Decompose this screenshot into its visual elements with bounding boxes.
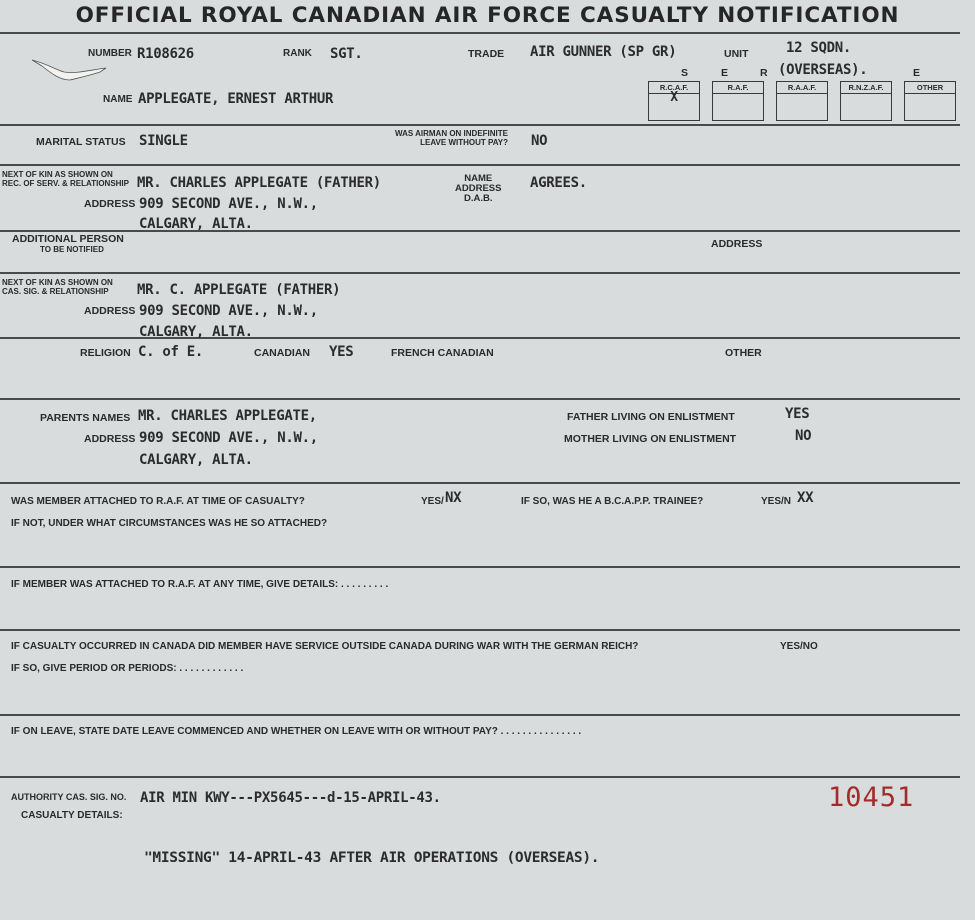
service-box-label: R.N.Z.A.F. (841, 82, 891, 94)
service-box-rcaf[interactable] (648, 81, 700, 121)
mother-living-label: MOTHER LIVING ON ENLISTMENT (564, 433, 737, 445)
mother-living-value: NO (795, 428, 812, 444)
father-living-label: FATHER LIVING ON ENLISTMENT (567, 411, 735, 423)
service-box-label: R.C.A.F. (649, 82, 699, 94)
rule (0, 776, 960, 778)
dab-label: NAME ADDRESS D.A.B. (455, 173, 502, 204)
service-box-label: OTHER (905, 82, 955, 94)
other-religion-label: OTHER (725, 347, 762, 359)
additional-person-label: ADDITIONAL PERSON TO BE NOTIFIED (12, 233, 124, 254)
nok-cas-address-line2: CALGARY, ALTA. (139, 324, 253, 340)
service-box-raaf[interactable] (776, 81, 828, 121)
leave-question: WAS AIRMAN ON INDEFINITE LEAVE WITHOUT PAY? (394, 129, 508, 147)
religion-value: C. of E. (138, 344, 204, 360)
rule (0, 566, 960, 568)
nok-record-label: NEXT OF KIN AS SHOWN ON REC. OF SERV. & RELATIONSHIP (2, 170, 129, 188)
rule (0, 124, 960, 126)
name-label: NAME (103, 94, 133, 105)
name-value: APPLEGATE, ERNEST ARTHUR (138, 91, 334, 107)
rank-label: RANK (283, 48, 312, 59)
serve-letter: S (681, 67, 689, 79)
rule (0, 164, 960, 166)
service-box-rnzaf[interactable] (840, 81, 892, 121)
parents-names-label: PARENTS NAMES (40, 412, 131, 424)
serve-letter: R (760, 67, 768, 79)
additional-address-label: ADDRESS (711, 238, 763, 250)
service-box-other[interactable] (904, 81, 956, 121)
marital-status-label: MARITAL STATUS (36, 136, 126, 148)
casualty-details-value: "MISSING" 14-APRIL-43 AFTER AIR OPERATIONS (OVERSEAS). (144, 850, 600, 866)
religion-label: RELIGION (80, 347, 131, 359)
raf-attached-question: WAS MEMBER ATTACHED TO R.A.F. AT TIME OF CASUALTY? (11, 496, 305, 507)
nok-record-address-line1: 909 SECOND AVE., N.W., (139, 196, 318, 212)
unit-value-line1: 12 SQDN. (786, 40, 852, 56)
canada-service-answer: YES/NO (780, 641, 818, 652)
rule (0, 398, 960, 400)
raf-any-time-question: IF MEMBER WAS ATTACHED TO R.A.F. AT ANY TIME, GIVE DETAILS: . . . . . . . . . (11, 579, 389, 590)
rank-value: SGT. (330, 46, 363, 62)
nok-record-address-label: ADDRESS (84, 198, 136, 210)
nok-cas-label: NEXT OF KIN AS SHOWN ON CAS. SIG. & RELATIONSHIP (2, 278, 113, 296)
rule (0, 272, 960, 274)
parents-names-value: MR. CHARLES APPLEGATE, (138, 408, 317, 424)
service-box-label: R.A.A.F. (777, 82, 827, 94)
raf-circumstances-question: IF NOT, UNDER WHAT CIRCUMSTANCES WAS HE SO ATTACHED? (11, 518, 328, 529)
unit-value-line2: (OVERSEAS). (778, 62, 868, 78)
rule (0, 482, 960, 484)
service-box-mark: X (670, 90, 678, 105)
serve-letter: E (913, 67, 921, 79)
marital-status-value: SINGLE (139, 133, 188, 149)
authority-label: AUTHORITY CAS. SIG. NO. (11, 792, 127, 802)
unit-label: UNIT (724, 48, 749, 60)
service-box-raf[interactable] (712, 81, 764, 121)
number-value: R108626 (137, 46, 194, 62)
raf-attached-answer-mark: NX (445, 490, 462, 506)
casualty-details-label: CASUALTY DETAILS: (21, 810, 123, 821)
nok-record-address-line2: CALGARY, ALTA. (139, 216, 253, 232)
canada-service-question: IF CASUALTY OCCURRED IN CANADA DID MEMBER HAVE SERVICE OUTSIDE CANADA DURING WAR WITH THE GERMAN REICH? (11, 641, 639, 652)
canadian-label: CANADIAN (254, 347, 310, 359)
dab-value: AGREES. (530, 175, 587, 191)
nok-cas-address-line1: 909 SECOND AVE., N.W., (139, 303, 318, 319)
leave-date-question: IF ON LEAVE, STATE DATE LEAVE COMMENCED AND WHETHER ON LEAVE WITH OR WITHOUT PAY? . . . . . . . . . . . . . . . (11, 726, 582, 737)
trade-label: TRADE (468, 48, 505, 60)
nok-record-value: MR. CHARLES APPLEGATE (FATHER) (137, 175, 381, 191)
trade-value: AIR GUNNER (SP GR) (530, 44, 677, 60)
rule (0, 714, 960, 716)
bcapp-trainee-question: IF SO, WAS HE A B.C.A.P.P. TRAINEE? (521, 496, 704, 507)
parents-address-label: ADDRESS (84, 433, 136, 445)
service-box-label: R.A.F. (713, 82, 763, 94)
rule (0, 629, 960, 631)
file-number-stamp: 10451 (828, 782, 915, 813)
number-label: NUMBER (88, 48, 132, 59)
bcapp-trainee-answer-mark: XX (797, 490, 814, 506)
father-living-value: YES (785, 406, 810, 422)
parents-address-line1: 909 SECOND AVE., N.W., (139, 430, 318, 446)
authority-value: AIR MIN KWY---PX5645---d-15-APRIL-43. (140, 790, 441, 806)
french-canadian-label: FRENCH CANADIAN (391, 347, 494, 359)
rule-top (0, 32, 960, 34)
paper-tear-mark (30, 56, 110, 86)
serve-letter: E (721, 67, 729, 79)
canadian-value: YES (329, 344, 354, 360)
nok-cas-value: MR. C. APPLEGATE (FATHER) (137, 282, 341, 298)
form-title: OFFICIAL ROYAL CANADIAN AIR FORCE CASUALTY NOTIFICATION (75, 3, 900, 28)
parents-address-line2: CALGARY, ALTA. (139, 452, 253, 468)
leave-answer: NO (531, 133, 548, 149)
bcapp-trainee-answer-label: YES/N (761, 496, 792, 507)
raf-attached-answer-label: YES/ (421, 496, 444, 507)
nok-cas-address-label: ADDRESS (84, 305, 136, 317)
periods-question: IF SO, GIVE PERIOD OR PERIODS: . . . . . . . . . . . . (11, 663, 244, 674)
